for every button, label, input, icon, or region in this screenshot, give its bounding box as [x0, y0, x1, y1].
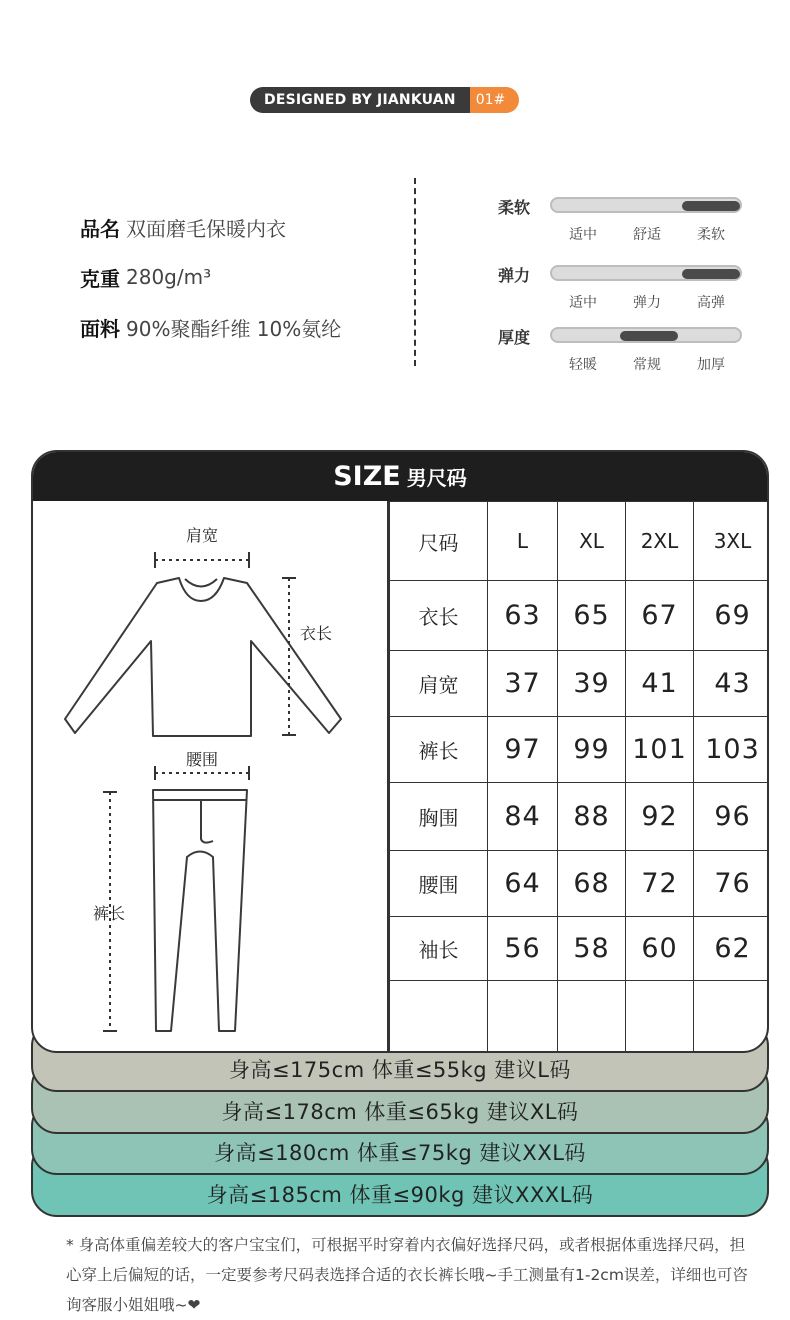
table-cell: 67	[626, 581, 694, 651]
table-cell: 72	[626, 851, 694, 917]
softness-track	[550, 197, 742, 213]
table-row	[390, 581, 770, 651]
product-weight-key: 克重	[80, 266, 120, 291]
table-row	[390, 851, 770, 917]
thickness-tick: 加厚	[697, 357, 725, 373]
table-cell: 84	[488, 783, 558, 851]
table-cell: 99	[558, 717, 626, 783]
thickness-tick: 常规	[633, 357, 661, 373]
shirt-outline	[65, 578, 341, 736]
thickness-label: 厚度	[498, 328, 531, 347]
table-cell: 43	[694, 651, 770, 717]
elasticity-label: 弹力	[498, 266, 531, 285]
table-cell: 60	[626, 917, 694, 981]
recommendation-text: 身高≤175cm 体重≤55kg 建议L码	[228, 1058, 572, 1082]
recommendation-text: 身高≤180cm 体重≤75kg 建议XXL码	[214, 1141, 586, 1165]
size-title: SIZE	[333, 461, 401, 492]
softness-label: 柔软	[498, 198, 531, 217]
table-cell: 68	[558, 851, 626, 917]
header-cell: L	[488, 502, 558, 581]
row-name: 裤长	[390, 717, 488, 783]
size-subtitle: 男尺码	[406, 466, 467, 490]
softness-tick: 适中	[569, 227, 597, 243]
product-weight-row	[80, 252, 341, 302]
header-cell: 尺码	[390, 502, 488, 581]
tag-text: 01#	[470, 87, 520, 113]
softness-tick: 柔软	[697, 227, 725, 243]
row-name: 袖长	[390, 917, 488, 981]
table-cell: 56	[488, 917, 558, 981]
product-name-key: 品名	[80, 216, 120, 241]
size-card-body	[33, 501, 767, 1051]
product-info	[80, 202, 341, 352]
softness-indicator	[682, 201, 740, 211]
table-cell: 97	[488, 717, 558, 783]
product-fabric-value: 90%聚酯纤维 10%氨纶	[126, 316, 342, 341]
table-cell: 69	[694, 581, 770, 651]
table-cell: 88	[558, 783, 626, 851]
dashed-divider	[414, 178, 416, 366]
table-row-empty	[390, 981, 770, 1054]
table-cell: 64	[488, 851, 558, 917]
thickness-indicator	[620, 331, 678, 341]
row-name: 胸围	[390, 783, 488, 851]
elasticity-track	[550, 265, 742, 281]
size-table	[389, 501, 769, 1053]
table-row	[390, 651, 770, 717]
table-cell: 37	[488, 651, 558, 717]
length-label: 衣长	[299, 624, 333, 643]
product-name-row	[80, 202, 341, 252]
table-cell: 65	[558, 581, 626, 651]
table-cell: 101	[626, 717, 694, 783]
table-row	[390, 783, 770, 851]
table-cell: 103	[694, 717, 770, 783]
row-name: 腰围	[390, 851, 488, 917]
header-cell: 3XL	[694, 502, 770, 581]
product-fabric-row	[80, 302, 341, 352]
recommendation-text: 身高≤185cm 体重≤90kg 建议XXXL码	[206, 1183, 594, 1207]
table-row	[390, 917, 770, 981]
size-card	[31, 450, 769, 1053]
product-weight-value: 280g/m³	[126, 265, 212, 289]
elasticity-indicator	[682, 269, 740, 279]
elasticity-tick: 适中	[569, 295, 597, 311]
softness-tick: 舒适	[633, 227, 661, 243]
designer-pill	[250, 87, 519, 113]
garment-diagram	[33, 501, 387, 1053]
row-name: 肩宽	[390, 651, 488, 717]
table-cell: 41	[626, 651, 694, 717]
pants-length-label: 裤长	[92, 904, 126, 923]
product-name-value: 双面磨毛保暖内衣	[126, 216, 286, 241]
size-footnote: * 身高体重偏差较大的客户宝宝们，可根据平时穿着内衣偏好选择尺码，或者根据体重选择尺码，担心穿上后偏短的话，一定要参考尺码表选择合适的衣长裤长哦~手工测量有1-2cm误差，详细也可咨询客服小姐姐哦~❤	[66, 1236, 748, 1314]
waist-label: 腰围	[185, 750, 219, 769]
elasticity-tick: 弹力	[633, 295, 661, 311]
header-cell: 2XL	[626, 502, 694, 581]
table-row	[390, 717, 770, 783]
row-name: 衣长	[390, 581, 488, 651]
thickness-tick: 轻暖	[569, 357, 597, 373]
header-cell: XL	[558, 502, 626, 581]
table-cell: 62	[694, 917, 770, 981]
product-fabric-key: 面料	[80, 316, 120, 341]
table-cell: 58	[558, 917, 626, 981]
size-card-title	[33, 452, 767, 501]
recommendation-text: 身高≤178cm 体重≤65kg 建议XL码	[221, 1100, 579, 1124]
table-cell: 39	[558, 651, 626, 717]
table-cell: 76	[694, 851, 770, 917]
size-table-header	[390, 502, 770, 581]
shoulder-label: 肩宽	[185, 526, 219, 545]
shirt-collar	[185, 579, 217, 587]
pants-fly	[201, 801, 213, 843]
elasticity-tick: 高弹	[697, 295, 725, 311]
table-cell: 96	[694, 783, 770, 851]
designer-text: DESIGNED BY JIANKUAN	[250, 87, 470, 113]
table-cell: 63	[488, 581, 558, 651]
thickness-track	[550, 327, 742, 343]
table-cell: 92	[626, 783, 694, 851]
